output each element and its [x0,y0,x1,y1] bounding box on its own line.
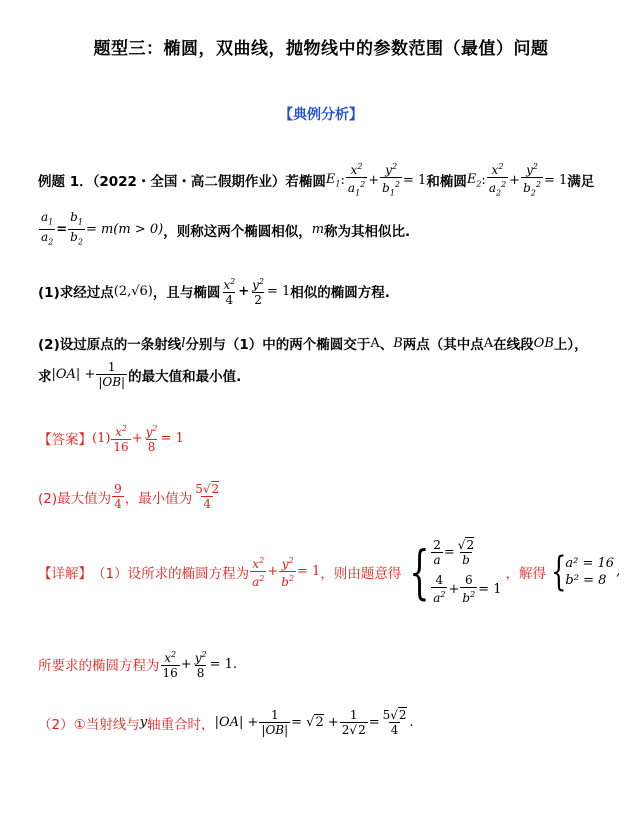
system-brace: { [409,537,430,606]
y-var: y [139,715,148,730]
example-line-2: $\frac{a_1}{a_2}$ = $\frac{b_1}{b_2}$ = m(m > 0) ，则称这两个椭圆相似， m 称为其相似比. [38,210,410,250]
answer-label: 【答案】 [38,432,92,448]
question-2-line-2 [38,360,241,389]
page-title: 题型三：椭圆，双曲线，抛物线中的参数范围（最值）问题 [93,39,549,59]
fraction-a1-a2: $\frac{a_1}{a_2}$ [39,210,55,250]
system-eq-1: $\frac{2}{a}$ = $\frac{√2}{b}$ [433,538,475,567]
answer-part2-mid: ，最小值为 [124,490,193,507]
sep: 、 [379,337,394,353]
l-var: l [181,335,186,351]
fraction-y2-2: $\frac{y^2}{2}$ [252,277,264,307]
q2-line1-d: 在线段 [493,337,534,353]
q2-line1-b: 分别与（1）中的两个椭圆交于 [185,337,371,353]
line2-text-b: 称为其相似比. [324,223,411,240]
detail-line-2: 所要求的椭圆方程为 $\frac{x^2}{16}$ + $\frac{y^2}{8}$ = 1. [38,650,237,680]
detail-text2: ，则由题意得 [320,565,402,582]
detail-line2-text: 所要求的椭圆方程为 [38,658,160,674]
point-b: B [393,335,403,351]
fraction-x2-16: $\frac{x^2}{16}$ [113,424,129,454]
detail-line-1: 【详解】 （1）设所求的椭圆方程为 $\frac{x^2}{a^2}$ + $\frac{y^2}{b^2}$ = 1 ，则由题意得 { $\frac{2}{a}$ = $\frac{√2}{b}$ $\frac{4}{a^2}$ + $\frac{6}{b^2}$ = 1 ，解得 { a² = 16 b² = 8 , [38,537,621,606]
line2-text: ，则称这两个椭圆相似， [163,223,312,240]
detail-line3-b: 轴重合时， [147,716,215,733]
fraction-y2-b1: $\frac{y^2}{b_1^2}$ [380,160,402,200]
detail-line3-a: （2）①当射线与 [38,716,140,733]
fraction-b1-b2: $\frac{b_1}{b_2}$ [68,210,85,250]
q1-mid: ，且与椭圆 [152,285,221,301]
solution-brace: { [551,548,567,595]
q2-expr: |OA| + [51,367,96,382]
fraction-y2-8: $\frac{y^2}{8}$ [145,424,158,454]
answer-line-2 [38,482,222,511]
m-var: m [311,222,325,238]
comma: , [616,564,621,579]
detail-text3: ，解得 [505,565,546,582]
q2-line2-suffix: 的最大值和最小值. [128,368,242,385]
q1-point: (2,√6) [113,283,153,299]
point-a: A [370,335,380,351]
question-2-line-1 [38,333,588,353]
fraction-x2-a2-d: $\frac{x^2}{a^2}$ [252,556,265,589]
point-a-2: A [483,335,494,351]
solution-b2: b² = 8 [565,572,607,588]
detail-label: 【详解】 [38,565,92,582]
question-1: (1)求经过点 (2,√6) ，且与椭圆 $\frac{x^2}{4}$ + $\frac{y^2}{2}$ = 1 相似的椭圆方程. [38,277,390,307]
fraction-x2-a1: $\frac{x^2}{a_1^2}$ [346,160,367,200]
example-label: 例题 1．（2022・全国・高二假期作业）若椭圆 [38,174,326,191]
q1-suffix: 相似的椭圆方程. [290,285,390,301]
system-eq-2: $\frac{4}{a^2}$ + $\frac{6}{b^2}$ = 1 [433,573,502,605]
fraction-y2-b2: $\frac{y^2}{b_2^2}$ [521,160,543,200]
fraction-y2-b2-d: $\frac{y^2}{b^2}$ [281,556,295,589]
ratio-eq: = m(m > 0) [85,222,164,238]
ellipse-e2: $E_2$ [466,171,482,189]
solution-system [565,556,614,588]
fraction-9-4: $\frac{9}{4}$ [114,482,122,511]
answer-part2-prefix: (2)最大值为 [38,490,112,507]
answer-part1: (1) [92,430,111,446]
example-line-1: 例题 1．（2022・全国・高二假期作业）若椭圆 $E_1$ : $\frac{x^2}{a_1^2}$ + $\frac{y^2}{b_1^2}$ = 1 和椭圆 $E_2$ : $\frac{x^2}{a_2^2}$ + $\frac{y^2}{b_2^2}$ = 1 满足 [38,160,594,200]
segment-ob: OB [533,335,554,351]
answer-line-1: 【答案】 (1) $\frac{x^2}{16}$ + $\frac{y^2}{8}$ = 1 [38,424,184,454]
fraction-1-ob: $\frac{1}{|OB|}$ [98,360,126,389]
q1-prefix: (1)求经过点 [38,285,114,301]
equation-system [430,538,501,605]
q2-line1: (2)设过原点的一条射线 [38,337,182,353]
fraction-5sqrt2-4: $\frac{5√2}{4}$ [195,482,220,511]
q2-line1-c: 两点（其中点 [402,337,484,353]
detail-text1: （1）设所求的椭圆方程为 [92,565,250,582]
and-text: 和椭圆 [426,174,467,191]
solution-a2: a² = 16 [565,555,615,571]
ellipse-e1: $E_1$ [325,171,341,189]
satisfy-text: 满足 [567,174,595,191]
section-heading: 【典例分析】 [279,107,363,123]
detail-line-3: （2）①当射线与 y 轴重合时， |OA| + $\frac{1}{|OB|}$ = √2 + $\frac{1}{2√2}$ = $\frac{5√2}{4}$ . [38,708,414,737]
q2-line1-e: 上）， [553,337,588,353]
fraction-x2-a2: $\frac{x^2}{a_2^2}$ [487,160,508,200]
q2-line2-prefix: 求 [38,368,52,385]
fraction-x2-4: $\frac{x^2}{4}$ [223,277,236,307]
